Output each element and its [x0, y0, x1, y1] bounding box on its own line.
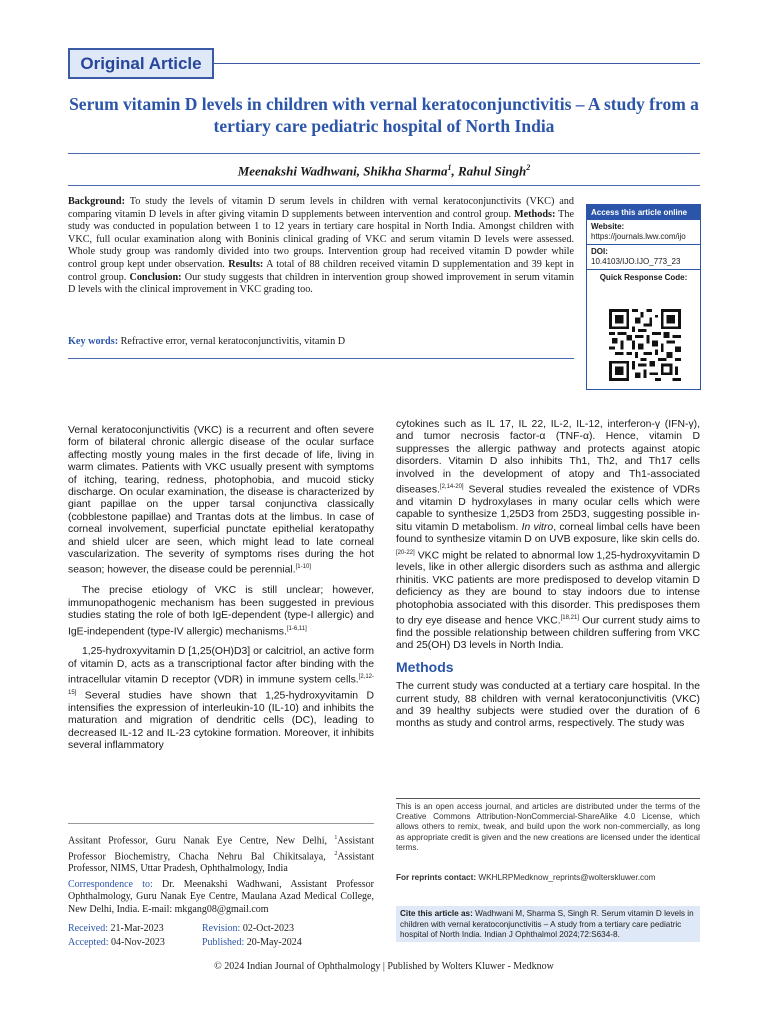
keywords	[68, 336, 574, 347]
article-title: Serum vitamin D levels in children with vernal keratoconjunctivitis – A study from a tertiary care pediatric hospital of North India	[69, 94, 699, 136]
received-label: Received:	[68, 923, 108, 934]
author-2: Shikha Sharma	[363, 163, 448, 179]
affiliation-text: Assistant Professor, NIMS, Uttar Pradesh, Ophthalmology, India	[68, 851, 374, 875]
paragraph-text: VKC might be related to abnormal low 1,25-hydroxyvitamin D levels, like in other allergic disorders such as asthma and allergic rhinitis. VKC patients are more predisposed to develop vitamin D deficiency as they are bound to stay indoors due to intense photophobia associated with this disorder. This predisposes them to dry eye disease and hence VKC.	[396, 550, 700, 627]
paragraph	[68, 646, 374, 752]
citation[interactable]: [20-22]	[396, 549, 415, 556]
paragraph-text: Several studies have shown that 1,25-hydroxyvitamin D intensifies the expression of interleukin-10 (IL-10) and inhibits the maturation and migration of dendritic cells (DC), leading to decreased IL-12 and IL-23 cytokine formation. Moreover, it inhibits several inflammatory	[68, 690, 374, 752]
author-1: Meenakshi Wadhwani,	[237, 163, 364, 179]
correspondence	[68, 879, 374, 916]
citation[interactable]: [1-6,11]	[286, 625, 307, 632]
abstract	[68, 196, 574, 297]
accepted-date: 04-Nov-2023	[108, 936, 165, 948]
access-header: Access this article online	[587, 205, 700, 220]
keywords-text: Refractive error, vernal keratoconjunctivitis, vitamin D	[118, 336, 346, 347]
affiliation-text: Assitant Professor, Guru Nanak Eye Centre, New Delhi,	[68, 835, 335, 847]
italic-term: In vitro	[521, 521, 554, 533]
reprints-label: For reprints contact:	[396, 873, 477, 882]
cite-text: Wadhwani M, Sharma S, Singh R. Serum vitamin D levels in children with vernal keratoconjunctivitis – A study from a tertiary care pediatric hospital of North India. Indian J Ophthalmol 2024;72:S634-8.	[400, 909, 694, 939]
correspondence-text: Dr. Meenakshi Wadhwani, Assistant Professor Ophthalmology, Guru Nanak Eye Centre, Maulana Azad Medical College, New Delhi, India. E-mail: mkgang08@gmail.com	[68, 879, 374, 915]
author-separator: ,	[451, 163, 458, 179]
divider	[68, 358, 574, 359]
paragraph-text: , corneal limbal cells have been found to synthesize vitamin D on UVB exposure, like skin cells do.	[396, 521, 700, 546]
abstract-results-text: A total of 88 children received vitamin D supplementation and 39 kept in control group.	[68, 258, 574, 283]
dates-row	[68, 922, 374, 936]
doi-row	[587, 245, 700, 270]
abstract-methods-text: The study was conducted in population between 1 to 12 years in tertiary care hospital in North India. Amongst children with VKC, full ocular examination along with Boninis clinical grading of VKC and serum vitamin D levels were assessed. Whole study group was randomly divided into two groups. Intervention group had received vitamin D powder while control group kept under observation.	[68, 208, 575, 270]
paragraph	[396, 419, 700, 653]
abstract-methods-label: Methods:	[514, 208, 556, 220]
website-link[interactable]: https://journals.lww.com/ijo	[591, 232, 686, 241]
qr-code-icon[interactable]	[609, 309, 681, 381]
abstract-results-label: Results:	[228, 258, 264, 270]
reprints-contact	[396, 873, 700, 882]
paragraph: The current study was conducted at a tertiary care hospital. In the current study, 88 children with vernal keratoconjunctivitis (VKC) and 39 healthy subjects were studied over the duration of 6 months as study and control arms, respectively. The study was	[396, 681, 700, 730]
abstract-conclusion-text: Our study suggests that children in intervention group showed improvement in serum vitamin D levels with the clinical improvement in VKC grading too.	[68, 271, 574, 296]
revision-date: 02-Oct-2023	[240, 923, 294, 934]
citation[interactable]: [2,12-15]	[68, 674, 374, 697]
paragraph-text: Our current study aims to find the possible relationship between children suffering from VKC and 25(OH) D3 levels in North India.	[396, 615, 700, 652]
reprints-email[interactable]: WKHLRPMedknow_reprints@wolterskluwer.com	[476, 873, 656, 882]
divider	[68, 153, 700, 154]
affiliation-marker: 2	[334, 850, 338, 857]
body-column-left	[68, 425, 374, 761]
affiliations	[68, 832, 374, 876]
body-column-right	[396, 419, 700, 739]
author-3: Rahul Singh	[457, 163, 527, 179]
keywords-label: Key words:	[68, 336, 119, 347]
section-heading-methods: Methods	[396, 658, 454, 675]
paragraph-text: Several studies revealed the existence of VDRs and vitamin D hydroxylases in many ocular cells which were capable to synthesize 1,25D3 from 25D3, suggesting possible in-situ vitamin D metabolism.	[396, 484, 700, 533]
revision-label: Revision:	[202, 923, 241, 934]
paragraph-text: cytokines such as IL 17, IL 22, IL-2, IL-12, interferon-γ (IFN-γ), and tumor necrosis factor-α (TNF-α). Hence, vitamin D suppresses the allergic pathway and protects against atopic disorders. Vitamin D also inhibits Th1, Th2, and Th17 cells involved in the development of atopy and Th1-associated diseases.	[396, 419, 700, 496]
accepted-label: Accepted:	[68, 936, 109, 948]
citation[interactable]: [18,21]	[560, 615, 579, 622]
paragraph-text: 1,25-hydroxyvitamin D [1,25(OH)D3] or calcitriol, an active form of vitamin D, acts as a transcriptional factor after binding with the intracellular vitamin D receptor (VDR) in immune system cells.	[68, 646, 374, 686]
published-label: Published:	[202, 936, 245, 948]
citation-box	[396, 906, 700, 942]
paragraph-text: The precise etiology of VKC is still unclear; however, immunopathogenic mechanism has been suggested in previous studies stating the role of both IgE-dependent (type-I allergic) and IgE-independent (type-IV allergic) mechanisms.	[68, 585, 374, 638]
header-rule	[214, 63, 700, 64]
affiliation-text: Assistant Professor Biochemistry, Chacha Nehru Bal Chikitsalaya,	[68, 835, 374, 863]
revision-cell	[202, 922, 294, 936]
divider	[68, 823, 374, 824]
published-date: 20-May-2024	[244, 936, 302, 948]
paragraph	[68, 425, 374, 577]
author-2-affil: 1	[447, 163, 452, 172]
author-list	[68, 163, 700, 179]
paragraph	[68, 585, 374, 638]
received-date: 21-Mar-2023	[107, 923, 164, 934]
published-cell	[202, 936, 302, 950]
abstract-conclusion-label: Conclusion:	[129, 271, 182, 283]
abstract-background-text: To study the levels of vitamin D serum levels in children with vernal keratoconjunctivits (VKC) and comparing vitamin D levels in after giving vitamin D supplements between intervention and control group.	[68, 196, 574, 220]
website-row	[587, 220, 700, 245]
divider	[68, 185, 700, 186]
qr-label: Quick Response Code:	[599, 273, 688, 282]
open-access-notice: This is an open access journal, and articles are distributed under the terms of the Creative Commons Attribution-NonCommercial-ShareAlike 4.0 License, which allows others to remix, tweak, and build upon the work non-commercially, as long as appropriate credit is given and the new creations are licensed under the identical terms.	[396, 802, 700, 852]
divider	[396, 798, 700, 799]
affiliation-marker: 1	[334, 835, 338, 841]
website-label: Website:	[591, 222, 625, 231]
doi-link[interactable]: 10.4103/IJO.IJO_773_23	[591, 257, 681, 266]
article-type-badge: Original Article	[68, 48, 214, 79]
dates-row	[68, 936, 374, 950]
page-footer: © 2024 Indian Journal of Ophthalmology | Published by Wolters Kluwer - Medknow	[214, 961, 554, 972]
abstract-background-label: Background:	[68, 196, 125, 207]
citation[interactable]: [2,14-20]	[439, 484, 464, 491]
article-dates	[68, 922, 374, 949]
cite-label: Cite this article as:	[400, 909, 473, 918]
paragraph-text: Vernal keratoconjunctivitis (VKC) is a recurrent and often severe form of bilateral chronic allergic disease of the ocular surface affecting mostly young males in the first decade of life, living in warm climates. Patients with VKC usually present with symptoms of itching, tearing, redness, photophobia, and mucoid sticky discharge. On ocular examination, the disease is characterized by giant papillae on the upper tarsal conjunctiva classically (cobblestone papillae) and Trantas dots at the limbus. In case of corneal involvement, superficial punctate epithelial keratopathy and shield ulcer are seen, which might lead to late corneal vascularization. The severity of symptoms rises during the hot season; however, the disease could be perennial.	[68, 425, 374, 576]
doi-label: DOI:	[591, 247, 608, 256]
citation[interactable]: [1-10]	[295, 564, 311, 571]
author-3-affil: 2	[526, 163, 531, 172]
access-online-box	[586, 204, 701, 390]
correspondence-label: Correspondence to:	[68, 879, 153, 890]
